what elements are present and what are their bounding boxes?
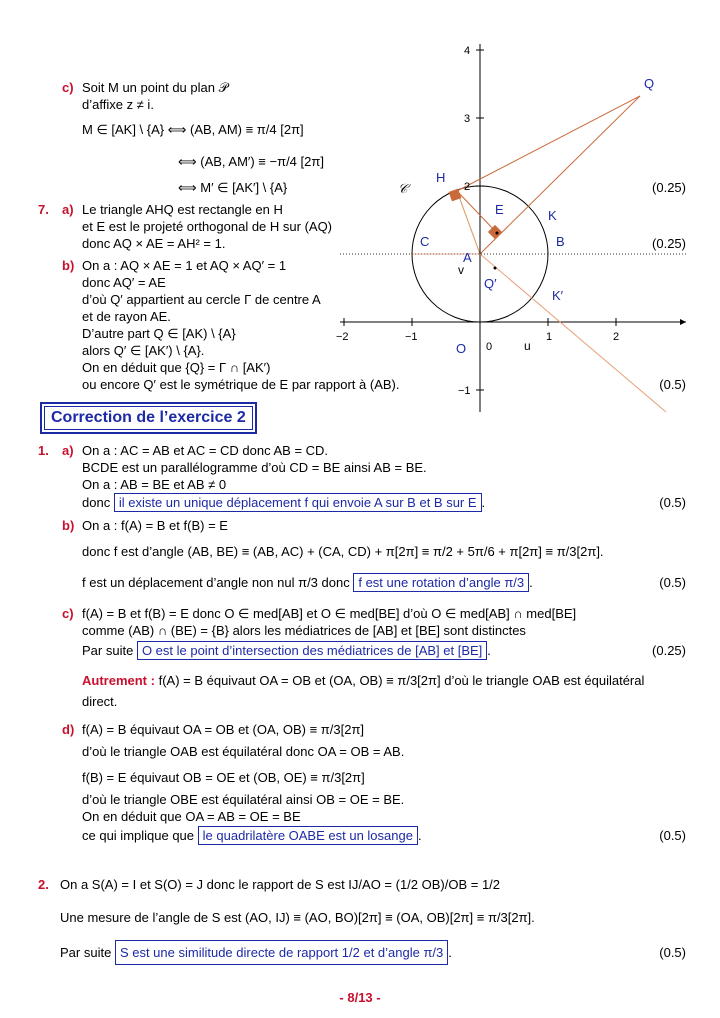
- part7-a-line1: Le triangle AHQ est rectangle en H: [82, 202, 283, 217]
- q1c-line3-prefix: Par suite: [82, 643, 134, 658]
- q1d-line5: On en déduit que OA = AB = OE = BE: [82, 809, 301, 824]
- x-tick-m1: −1: [405, 331, 418, 343]
- part7-a-line3: donc AQ × AE = AH² = 1.: [82, 236, 226, 251]
- part7-b-line7: On en déduit que {Q} = Γ ∩ [AK′): [82, 360, 271, 375]
- q2-line2: Une mesure de l’angle de S est (AO, IJ) ≡ (AO, BO)[2π] ≡ (OA, OB)[2π] ≡ π/3[2π].: [60, 910, 535, 925]
- label-origin: 0: [486, 341, 493, 353]
- label-a: A: [463, 250, 472, 265]
- q1c-autrement: [82, 673, 644, 689]
- y-tick-4: 4: [464, 45, 471, 57]
- label-k-prime: K′: [552, 288, 564, 303]
- part7-c-label: c): [62, 80, 74, 95]
- q1c-line2: comme (AB) ∩ (BE) = {B} alors les médiatrices de [AB] et [BE] sont distinctes: [82, 623, 526, 638]
- part7-b-label: b): [62, 258, 75, 273]
- q1c-line1: f(A) = B et f(B) = E donc O ∈ med[AB] et O ∈ med[BE] d’où O ∈ med[AB] ∩ med[BE]: [82, 606, 577, 621]
- right-angle-h: [449, 189, 462, 202]
- label-u: u: [524, 339, 531, 353]
- label-h: H: [436, 170, 446, 185]
- q1d-line1: f(A) = B équivaut OA = OB et (OA, OB) ≡ π/3[2π]: [82, 722, 365, 737]
- q1d-label: d): [62, 722, 75, 737]
- q1a-line3: On a : AB = BE et AB ≠ 0: [82, 477, 227, 492]
- label-b: B: [556, 234, 565, 249]
- q1b-line3-prefix: f est un déplacement d’angle non nul π/3 donc: [82, 575, 350, 590]
- q1b-label: b): [62, 518, 75, 533]
- q1b-line1: On a : f(A) = B et f(B) = E: [82, 518, 228, 533]
- q1a-line1: On a : AC = AB et AC = CD donc AB = CD.: [82, 443, 329, 458]
- q1d-line2: d’où le triangle OAB est équilatéral donc OA = OB = AB.: [82, 744, 405, 759]
- part7-score-2: (0.25): [652, 236, 686, 251]
- q2-line3-prefix: Par suite: [60, 945, 112, 960]
- segment-hq: [457, 96, 640, 191]
- q1b-line2: donc f est d’angle (AB, BE) ≡ (AB, AC) + (CA, CD) + π[2π] ≡ π/2 + 5π/6 + π[2π] ≡ π/3[2π].: [82, 544, 604, 559]
- autrement-label: Autrement :: [82, 673, 155, 688]
- q1d-line4: d’où le triangle OBE est équilatéral ainsi OB = OE = BE.: [82, 792, 405, 807]
- autrement-text2: direct.: [82, 694, 118, 709]
- part7-b-line8: ou encore Q′ est le symétrique de E par rapport à (AB).: [82, 377, 400, 392]
- x-tick-2: 2: [613, 331, 620, 343]
- q1c-score: (0.25): [652, 643, 686, 658]
- section-title-frame: [40, 402, 257, 434]
- y-tick-2: 2: [464, 181, 471, 193]
- q1b-line3: f est un déplacement d’angle non nul π/3 donc f est une rotation d’angle π/3 .: [82, 575, 533, 590]
- q1d-score: (0.5): [659, 828, 686, 843]
- part7-c-line2: d’affixe z ≠ i.: [82, 97, 154, 112]
- label-o: O: [456, 341, 467, 356]
- autrement-text: f(A) = B équivaut OA = OB et (OA, OB) ≡ π/3[2π] d’où le triangle OAB est équilatéral: [158, 673, 645, 688]
- part7-b-line6: alors Q′ ∈ [AK′) \ {A}.: [82, 343, 205, 358]
- part7-c-line1: Soit M un point du plan 𝒫: [82, 80, 228, 95]
- part7-c-line3: M ∈ [AK] \ {A} ⟺ (AB, AM) ≡ π/4 [2π]: [82, 122, 304, 137]
- label-q-prime: Q′: [484, 276, 497, 291]
- q1d-line6-prefix: ce qui implique que: [82, 828, 195, 843]
- label-q: Q: [644, 76, 655, 91]
- part7-b-line1: On a : AQ × AE = 1 et AQ × AQ′ = 1: [82, 258, 287, 273]
- label-circle: 𝒞: [398, 181, 408, 196]
- q2-line1: On a S(A) = I et S(O) = J donc le rapport de S est IJ/AO = (1/2 OB)/OB = 1/2: [60, 877, 501, 892]
- part7-b-line5: D’autre part Q ∈ [AK) \ {A}: [82, 326, 236, 341]
- part7-b-line4: et de rayon AE.: [82, 309, 171, 324]
- x-tick-m2: −2: [336, 331, 349, 343]
- q1-number: 1.: [38, 443, 49, 458]
- q1c-line3: Par suite O est le point d’intersection des médiatrices de [AB] et [BE] .: [82, 643, 491, 658]
- q1a-line4: donc il existe un unique déplacement f qui envoie A sur B et B sur E .: [82, 495, 486, 510]
- part7-a-label: a): [62, 202, 74, 217]
- segment-aq: [480, 96, 640, 254]
- q1a-boxed-answer: il existe un unique déplacement f qui envoie A sur B et B sur E: [114, 493, 482, 512]
- q1d-line6: ce qui implique que le quadrilatère OABE est un losange .: [82, 828, 422, 843]
- part7-b-line3: d’où Q′ appartient au cercle Γ de centre A: [82, 292, 321, 307]
- q1a-score: (0.5): [659, 495, 686, 510]
- q1a-line2: BCDE est un parallélogramme d’où CD = BE ainsi AB = BE.: [82, 460, 427, 475]
- part7-score-3: (0.5): [659, 377, 686, 392]
- q2-number: 2.: [38, 877, 49, 892]
- part7-c-line5: ⟺ M′ ∈ [AK′] \ {A}: [178, 180, 288, 195]
- segment-hc: [457, 191, 480, 254]
- label-v: v: [458, 263, 464, 277]
- q2-line3: Par suite S est une similitude directe de rapport 1/2 et d’angle π/3 .: [60, 945, 452, 961]
- x-tick-1: 1: [546, 331, 553, 343]
- q2-score: (0.5): [659, 945, 686, 960]
- y-tick-3: 3: [464, 113, 471, 125]
- q1a-label: a): [62, 443, 74, 458]
- x-axis-arrow: [680, 319, 686, 325]
- right-angle-e: [488, 225, 502, 239]
- label-k: K: [548, 208, 557, 223]
- q2-boxed-answer: S est une similitude directe de rapport 1/2 et d’angle π/3: [115, 940, 448, 965]
- part7-c-line4: ⟺ (AB, AM′) ≡ −π/4 [2π]: [178, 154, 324, 169]
- q1b-boxed-answer: f est une rotation d’angle π/3: [353, 573, 529, 592]
- y-tick-m1: −1: [458, 385, 471, 397]
- part7-a-line2: et E est le projeté orthogonal de H sur (AQ): [82, 219, 333, 234]
- q1d-line3: f(B) = E équivaut OB = OE et (OB, OE) ≡ π/3[2π]: [82, 770, 365, 785]
- label-c: C: [420, 234, 430, 249]
- page-number: - 8/13 -: [339, 990, 381, 1005]
- q1c-boxed-answer: O est le point d’intersection des médiatrices de [AB] et [BE]: [137, 641, 487, 660]
- label-e: E: [495, 202, 504, 217]
- ray-ak-prime: [480, 254, 666, 412]
- q1c-label: c): [62, 606, 74, 621]
- section-title: Correction de l’exercice 2: [44, 406, 253, 430]
- part7-score-1: (0.25): [652, 180, 686, 195]
- segment-he: [457, 191, 497, 233]
- part7-number: 7.: [38, 202, 49, 217]
- q1d-boxed-answer: le quadrilatère OABE est un losange: [198, 826, 418, 845]
- part7-b-line2: donc AQ′ = AE: [82, 275, 166, 290]
- q1a-line4-prefix: donc: [82, 495, 111, 510]
- q1b-score: (0.5): [659, 575, 686, 590]
